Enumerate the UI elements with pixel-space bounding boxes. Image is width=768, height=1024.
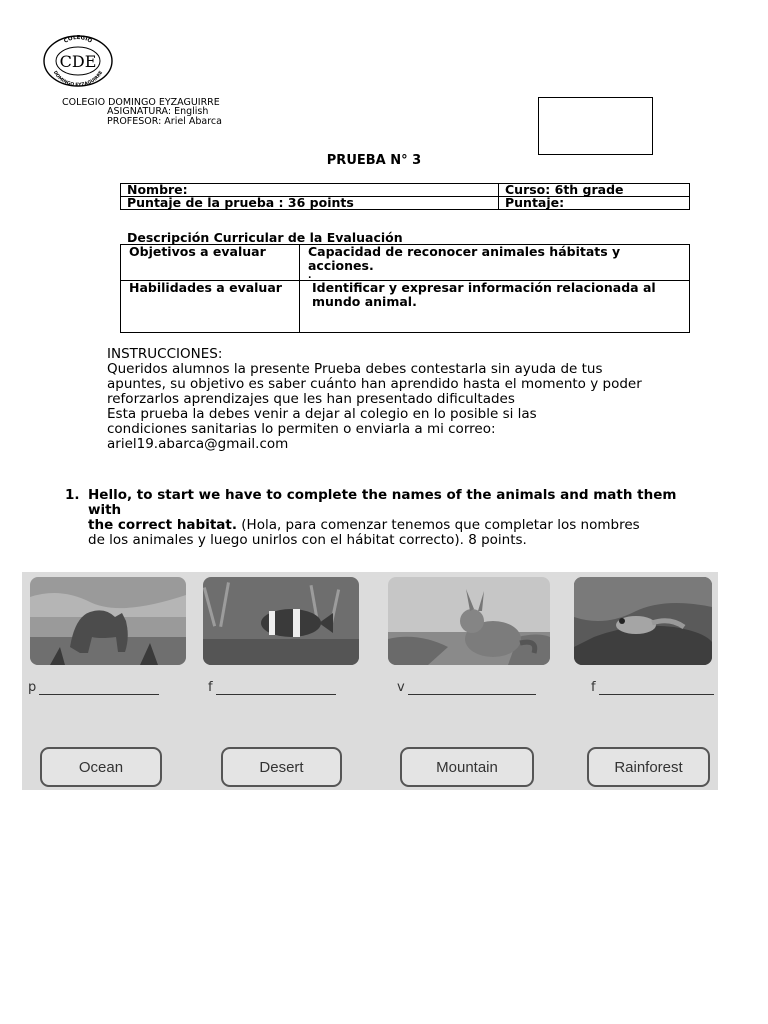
teacher-email: ariel19.abarca@gmail.com	[107, 436, 289, 452]
test-title: PRUEBA N° 3	[326, 153, 422, 168]
school-name: COLEGIO DOMINGO EYZAGUIRRE	[62, 97, 220, 108]
school-logo	[42, 34, 114, 88]
instructions-heading: INSTRUCCIONES:	[107, 346, 223, 362]
score-field[interactable]: Puntaje:	[499, 197, 690, 210]
blank-line[interactable]	[216, 682, 336, 695]
objectives-value: Capacidad de reconocer animales hábitats y acciones.	[308, 244, 621, 273]
question-text-line3: de los animales y luego unirlos con el hábitat correcto). 8 points.	[88, 532, 527, 548]
total-points-cell: Puntaje de la prueba : 36 points	[121, 197, 499, 210]
skills-label: Habilidades a evaluar	[121, 281, 300, 333]
clownfish-photo	[203, 577, 359, 665]
objectives-cell	[300, 245, 690, 281]
blank-line[interactable]	[408, 682, 536, 695]
objectives-dot: .	[308, 271, 312, 281]
student-info-table	[120, 183, 690, 210]
blank-line[interactable]	[39, 682, 159, 695]
question-text-bold: the correct habitat.	[88, 517, 237, 533]
blank-line[interactable]	[599, 682, 714, 695]
logo-text-bottom: DOMINGO EYZAGUIRRE	[51, 70, 105, 88]
course-cell: Curso: 6th grade	[499, 184, 690, 197]
instructions-line: Esta prueba la debes venir a dejar al colegio en lo posible si las	[107, 406, 537, 422]
blank-initial: v	[397, 680, 405, 695]
logo-text-top: COLEGIO	[63, 34, 93, 45]
animal-habitat-exercise	[22, 572, 718, 790]
instructions-block	[107, 347, 727, 452]
skills-value: Identificar y expresar información relacionada al mundo animal.	[300, 281, 690, 333]
objectives-label: Objetivos a evaluar	[121, 245, 300, 281]
instructions-line: condiciones sanitarias lo permiten o enviarla a mi correo:	[107, 421, 496, 437]
teacher-line: PROFESOR: Ariel Abarca	[107, 116, 222, 127]
curricular-description-title: Descripción Curricular de la Evaluación	[127, 230, 403, 245]
blank-initial: f	[591, 680, 596, 695]
frog-photo	[574, 577, 712, 665]
instructions-line: apuntes, su objetivo es saber cuánto han aprendido hasta el momento y poder	[107, 376, 642, 392]
habitat-ocean[interactable]: Ocean	[40, 747, 162, 787]
question-text-line1: Hello, to start we have to complete the names of the animals and math them with	[88, 487, 677, 518]
logo-monogram: CDE	[59, 52, 97, 71]
question-number: 1.	[65, 487, 80, 503]
puma-photo	[30, 577, 186, 665]
question-1	[65, 488, 695, 548]
question-text-spanish: (Hola, para comenzar tenemos que completar los nombres	[236, 517, 640, 533]
animal-blank-2[interactable]	[208, 680, 336, 695]
vizcacha-photo	[388, 577, 550, 665]
name-field[interactable]: Nombre:	[121, 184, 499, 197]
animal-blank-4[interactable]	[591, 680, 714, 695]
grade-box[interactable]	[538, 97, 653, 155]
animal-blank-1[interactable]	[28, 680, 159, 695]
blank-initial: p	[28, 680, 37, 695]
instructions-line: Queridos alumnos la presente Prueba debes contestarla sin ayuda de tus	[107, 361, 603, 377]
blank-initial: f	[208, 680, 213, 695]
curricular-table	[120, 244, 690, 333]
animal-blank-3[interactable]	[397, 680, 536, 695]
habitat-desert[interactable]: Desert	[221, 747, 342, 787]
instructions-line: reforzarlos aprendizajes que les han presentado dificultades	[107, 391, 515, 407]
habitat-mountain[interactable]: Mountain	[400, 747, 534, 787]
habitat-rainforest[interactable]: Rainforest	[587, 747, 710, 787]
subject-line: ASIGNATURA: English	[107, 106, 209, 117]
svg-text:DOMINGO EYZAGUIRRE	[52, 70, 104, 88]
